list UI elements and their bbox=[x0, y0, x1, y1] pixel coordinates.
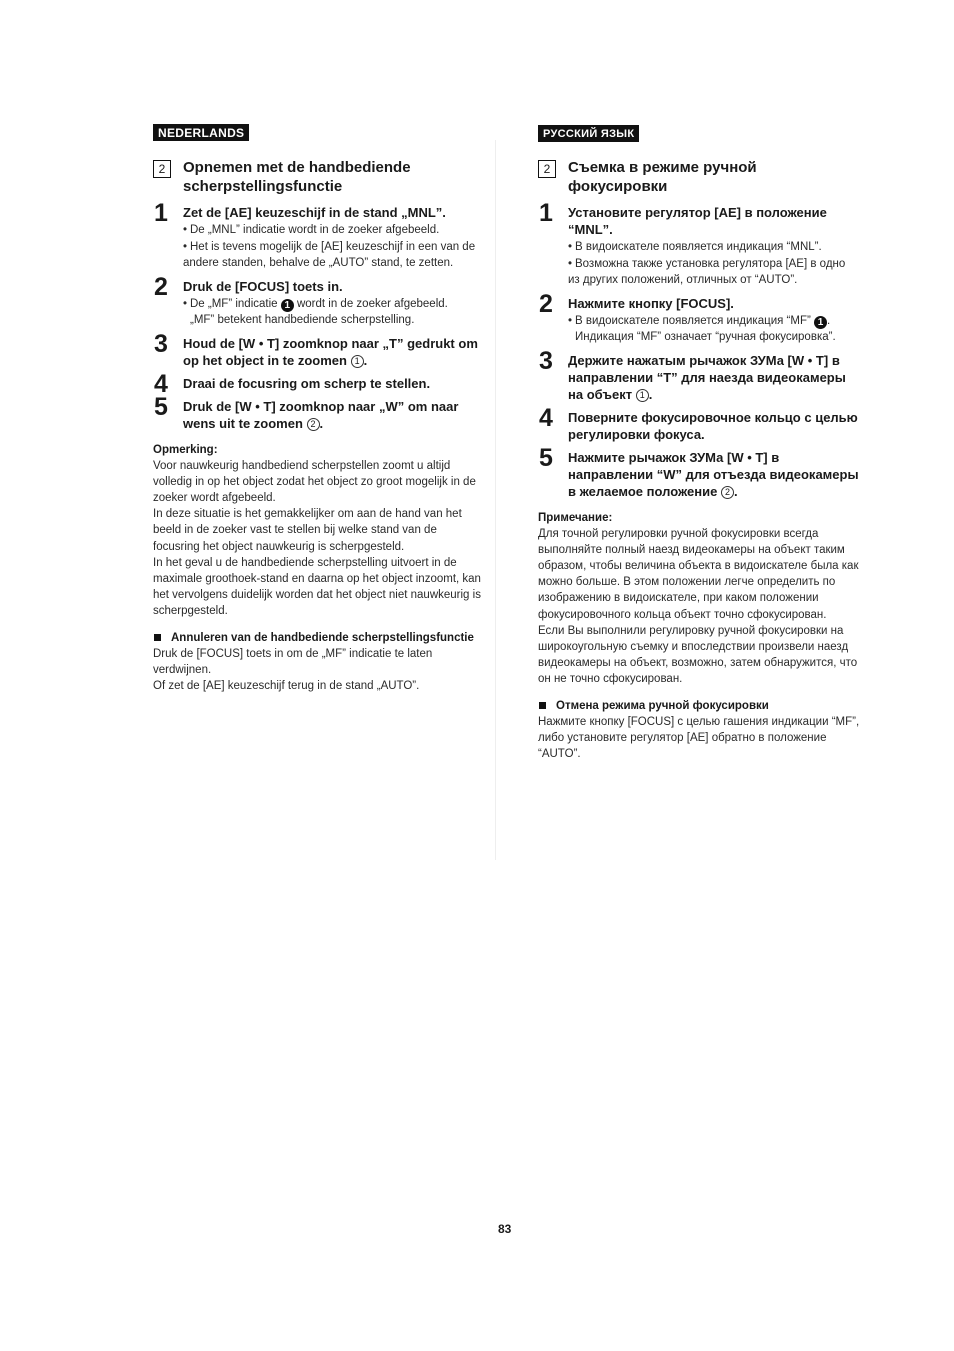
circled-number-icon: 2 bbox=[307, 418, 320, 431]
note-heading: Примечание: bbox=[538, 511, 613, 524]
bullet-item: • De „MF” indicatie 1 wordt in de zoeker afgebeeld. bbox=[183, 297, 448, 311]
step-instruction: Нажмите кнопку [FOCUS]. bbox=[568, 295, 734, 311]
step-5 bbox=[153, 392, 483, 432]
note-paragraph: In deze situatie is het gemakkelijker om aan de hand van het beeld in de zoeker vast te stellen bij welke stand van de focusring het object nauwkeurig is scherpgesteld. bbox=[153, 508, 462, 553]
section-title: Съемка в режиме ручной фокусировки bbox=[568, 159, 757, 195]
bullet-item: • Het is tevens mogelijk de [AE] keuzeschijf in een van de andere standen, behalve de „AUTO” stand, te zetten. bbox=[183, 240, 476, 269]
russian-column bbox=[538, 124, 860, 762]
cancel-body bbox=[538, 714, 860, 763]
step-instruction: Zet de [AE] keuzeschijf in de stand „MNL”. bbox=[183, 205, 446, 220]
section-heading-nl bbox=[153, 158, 483, 196]
column-divider bbox=[495, 140, 496, 860]
step-2 bbox=[538, 289, 860, 346]
note-paragraph: Voor nauwkeurig handbediend scherpstellen zoomt u altijd volledig in op het object zodat het object zo groot mogelijk in de zoeker wordt afgebeeld. bbox=[153, 459, 476, 504]
bullet-item: • В видоискателе появляется индикация “MF” 1 . bbox=[568, 314, 831, 328]
indicator-1-icon: 1 bbox=[281, 299, 294, 312]
cancel-heading: Отмена режима ручной фокусировки bbox=[538, 698, 860, 714]
cancel-paragraph: Нажмите кнопку [FOCUS] с целью гашения индикации “MF”, либо установите регулятор [AE] обратно в положение “AUTO”. bbox=[538, 715, 860, 760]
step-4 bbox=[153, 369, 483, 398]
cancel-section bbox=[538, 698, 860, 763]
cancel-paragraph: Druk de [FOCUS] toets in om de „MF” indicatie te laten verdwijnen. bbox=[153, 647, 433, 676]
note-paragraph: In het geval u de handbediende scherpstelling uitvoert in de maximale groothoek-stand en daarna op het object inzoomt, kan het vervolgens duidelijk worden dat het object niet nauwkeurig is scherpgesteld. bbox=[153, 556, 481, 618]
square-bullet-icon bbox=[154, 634, 161, 641]
language-tag-ru: РУССКИЙ ЯЗЫК bbox=[538, 125, 639, 142]
step-instruction: Druk de [W • T] zoomknop naar „W” om naar wens uit te zoomen 2 . bbox=[183, 398, 459, 431]
square-bullet-icon bbox=[539, 702, 546, 709]
bullet-list bbox=[568, 313, 860, 346]
step-number: 4 bbox=[539, 403, 553, 432]
step-instruction: Держите нажатым рычажок ЗУМа [W • T] в направлении “T” для наезда видеокамеры на объект 1 . bbox=[568, 352, 846, 402]
page-number: 83 bbox=[498, 1222, 512, 1236]
step-4 bbox=[538, 403, 860, 443]
note-heading: Opmerking: bbox=[153, 443, 218, 456]
step-number: 5 bbox=[154, 392, 168, 421]
cancel-body bbox=[153, 646, 483, 695]
step-number: 2 bbox=[539, 289, 553, 318]
circled-number-icon: 2 bbox=[721, 486, 734, 499]
circled-number-icon: 1 bbox=[636, 389, 649, 402]
step-number: 1 bbox=[539, 199, 553, 227]
step-number: 4 bbox=[154, 369, 168, 398]
bullet-item: • В видоискателе появляется индикация “MNL”. bbox=[568, 241, 822, 253]
dutch-column bbox=[153, 124, 483, 694]
indicator-1-icon: 1 bbox=[814, 316, 827, 329]
step-instruction: Установите регулятор [AE] в положение “MNL”. bbox=[568, 205, 827, 237]
step-instruction: Поверните фокусировочное кольцо с целью регулировки фокуса. bbox=[568, 409, 858, 442]
bullet-item: Индикация “MF” означает “ручная фокусировка”. bbox=[575, 331, 836, 343]
circled-number-icon: 1 bbox=[351, 355, 364, 368]
step-number: 3 bbox=[539, 346, 553, 375]
note-paragraph: Если Вы выполнили регулировку ручной фокусировки на широкоугольную съемку и впоследствии произвели наезд видеокамеры на объект, возможно, затем обнаружится, что он не точно сфокусирован. bbox=[538, 624, 858, 686]
step-5 bbox=[538, 443, 860, 500]
step-3 bbox=[538, 346, 860, 403]
step-3 bbox=[153, 329, 483, 369]
step-number: 3 bbox=[154, 329, 168, 358]
bullet-list bbox=[183, 222, 483, 272]
note-body bbox=[153, 458, 483, 620]
step-2 bbox=[153, 272, 483, 329]
section-title: Opnemen met de handbediende scherpstellingsfunctie bbox=[183, 159, 411, 195]
section-number-box: 2 bbox=[153, 160, 171, 178]
step-instruction: Нажмите рычажок ЗУМа [W • T] в направлении “W” для отъезда видеокамеры в желаемое положение 2 . bbox=[568, 449, 859, 499]
cancel-heading: Annuleren van de handbediende scherpstellingsfunctie bbox=[153, 630, 483, 646]
step-instruction: Druk de [FOCUS] toets in. bbox=[183, 278, 343, 294]
section-heading-ru bbox=[538, 158, 860, 196]
step-instruction: Houd de [W • T] zoomknop naar „T” gedrukt om op het object in te zoomen 1 . bbox=[183, 335, 478, 368]
step-instruction: Draai de focusring om scherp te stellen. bbox=[183, 375, 431, 391]
bullet-item: • De „MNL” indicatie wordt in de zoeker afgebeeld. bbox=[183, 224, 440, 236]
section-number-box: 2 bbox=[538, 160, 556, 178]
cancel-section bbox=[153, 630, 483, 695]
language-tag-nl: NEDERLANDS bbox=[153, 124, 249, 141]
cancel-paragraph: Of zet de [AE] keuzeschijf terug in de stand „AUTO”. bbox=[153, 679, 420, 692]
note-body bbox=[538, 526, 860, 688]
note-paragraph: Для точной регулировки ручной фокусировки всегда выполняйте полный наезд видеокамеры на объект таким образом, чтобы величина объекта в видоискателе была как можно больше. В этом положении легче определить по изображению в видоискателе, при каком положении фокусировочного кольца объект точно сфокусирован. bbox=[538, 527, 859, 621]
step-number: 2 bbox=[154, 272, 168, 301]
bullet-list bbox=[568, 239, 860, 289]
step-1 bbox=[153, 199, 483, 272]
step-number: 1 bbox=[154, 199, 168, 227]
step-number: 5 bbox=[539, 443, 553, 472]
bullet-item: • Возможна также установка регулятора [AE] в одно из других положений, отличных от “AUTO”. bbox=[568, 257, 846, 286]
bullet-item: „MF” betekent handbediende scherpstelling. bbox=[190, 314, 415, 326]
step-1 bbox=[538, 199, 860, 289]
bullet-list bbox=[183, 296, 483, 329]
